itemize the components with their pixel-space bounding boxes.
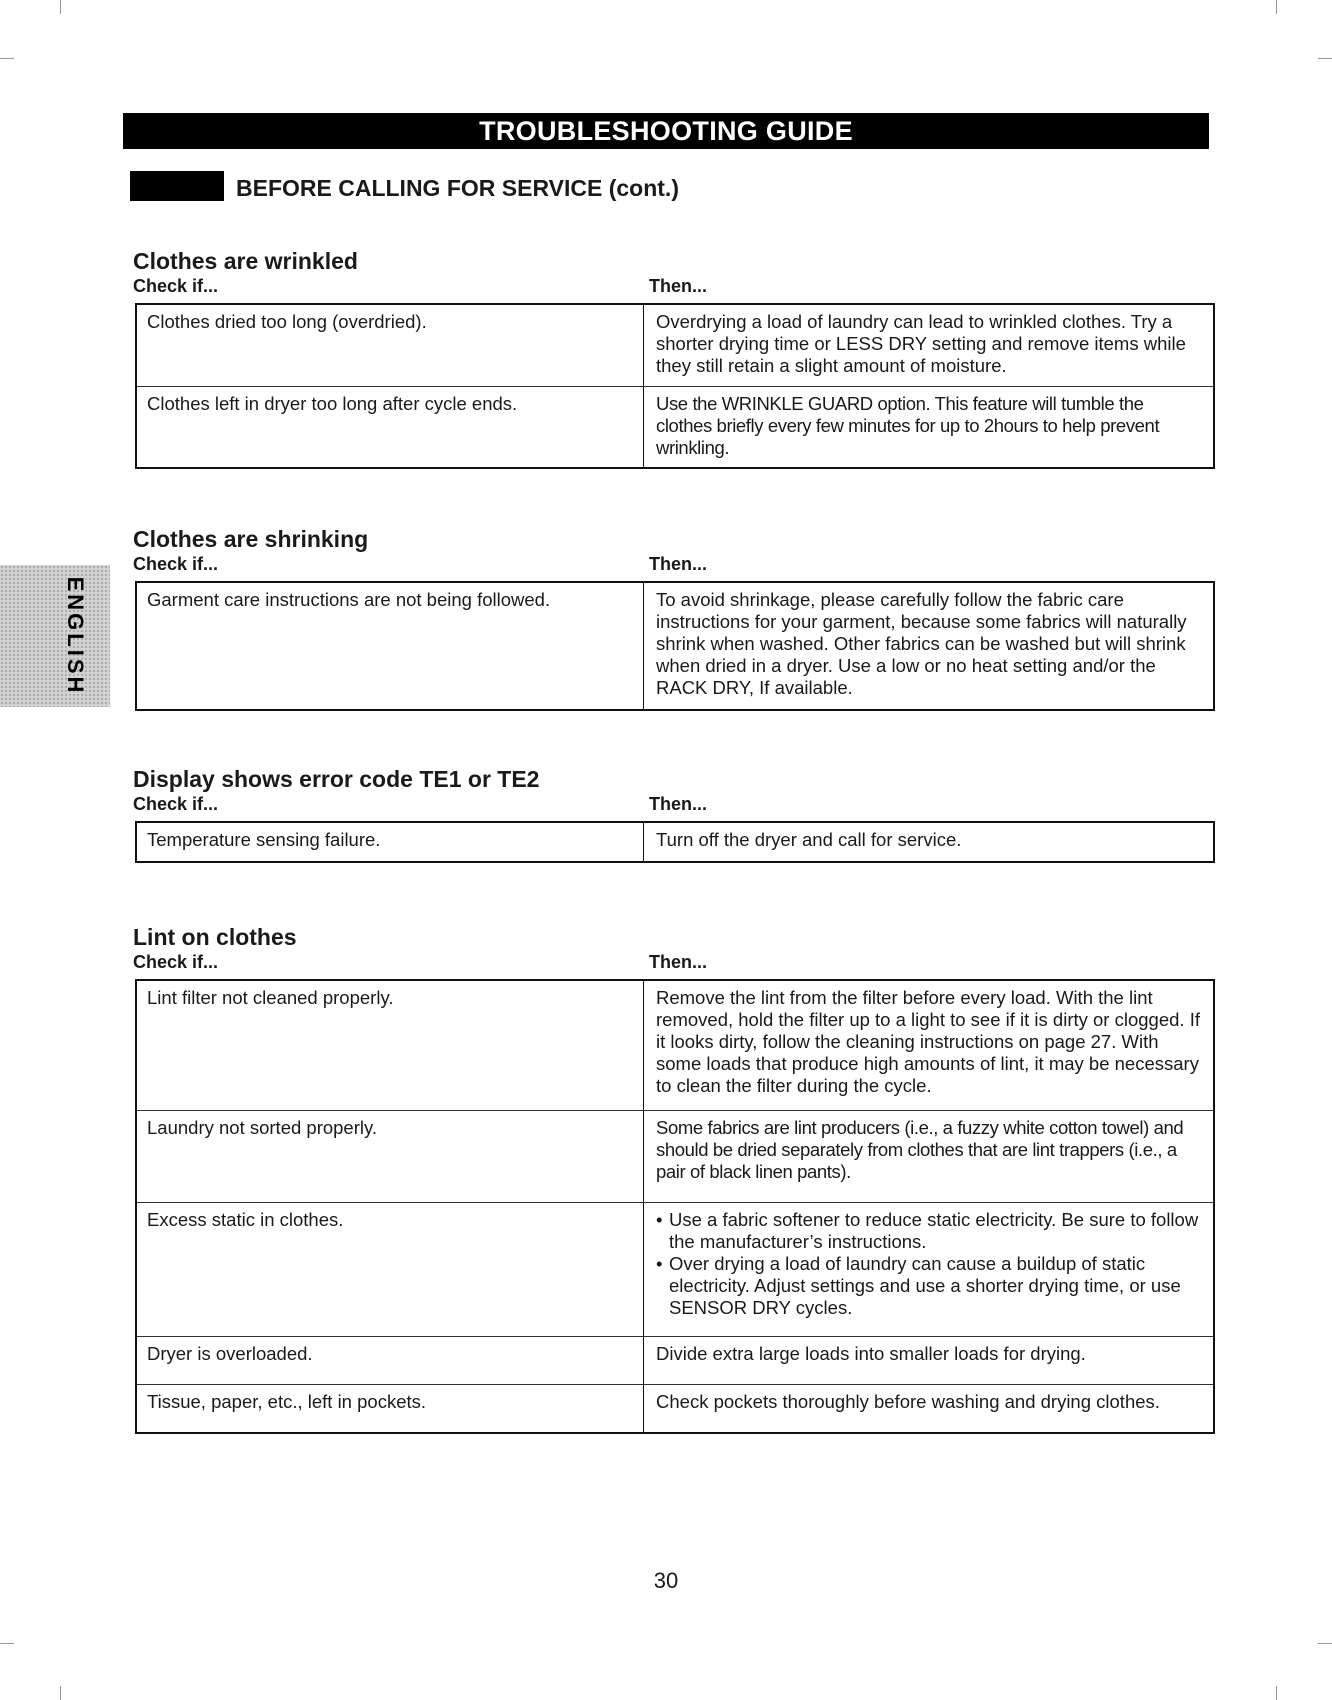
- table-row: [136, 304, 1214, 386]
- page-number: 30: [653, 1568, 679, 1593]
- section-marker: [130, 171, 224, 201]
- crop-mark: [0, 58, 14, 59]
- column-headers: [133, 951, 1215, 975]
- check-header: Check if...: [133, 952, 219, 972]
- section-error-code: [133, 765, 1215, 863]
- list-item: • Use a fabric softener to reduce static electricity. Be sure to follow the manufacturer’s instructions.: [656, 1209, 1203, 1253]
- column-headers: [133, 275, 1215, 299]
- then-cell: Overdrying a load of laundry can lead to wrinkled clothes. Try a shorter drying time or LESS DRY setting and remove items while they still retain a slight amount of moisture.: [644, 304, 1215, 386]
- check-header: Check if...: [133, 554, 219, 574]
- check-cell: Laundry not sorted properly.: [136, 1110, 644, 1202]
- then-header: Then...: [649, 554, 707, 574]
- check-cell: Tissue, paper, etc., left in pockets.: [136, 1384, 644, 1433]
- then-cell: Divide extra large loads into smaller loads for drying.: [644, 1336, 1215, 1384]
- section-heading: BEFORE CALLING FOR SERVICE (cont.): [236, 175, 679, 201]
- table-row: [136, 1384, 1214, 1433]
- language-tab: [0, 565, 110, 707]
- check-cell: Temperature sensing failure.: [136, 822, 644, 862]
- language-tab-label: ENGLISH: [63, 576, 88, 696]
- section-title: Lint on clothes: [133, 924, 297, 950]
- crop-mark: [1276, 1686, 1277, 1700]
- table-row: [136, 582, 1214, 710]
- check-cell: Excess static in clothes.: [136, 1202, 644, 1336]
- section-title: Clothes are shrinking: [133, 526, 369, 552]
- check-cell: Dryer is overloaded.: [136, 1336, 644, 1384]
- section-title: Clothes are wrinkled: [133, 248, 358, 274]
- check-header: Check if...: [133, 794, 219, 814]
- section-shrinking: [133, 525, 1215, 711]
- check-cell: Garment care instructions are not being followed.: [136, 582, 644, 710]
- then-cell: To avoid shrinkage, please carefully follow the fabric care instructions for your garment, because some fabrics will naturally shrink when washed. Other fabrics can be washed but will shrink when dried in a dryer. Use a low or no heat setting and/or the RACK DRY, If available.: [644, 582, 1215, 710]
- table-row: [136, 1110, 1214, 1202]
- check-cell: Clothes left in dryer too long after cycle ends.: [136, 386, 644, 468]
- then-cell: Check pockets thoroughly before washing and drying clothes.: [644, 1384, 1215, 1433]
- section-title: Display shows error code TE1 or TE2: [133, 766, 540, 792]
- then-cell: Use the WRINKLE GUARD option. This feature will tumble the clothes briefly every few minutes for up to 2hours to help prevent wrinkling.: [644, 386, 1215, 468]
- crop-mark: [60, 1686, 61, 1700]
- then-cell: [644, 1202, 1215, 1336]
- then-header: Then...: [649, 952, 707, 972]
- crop-mark: [60, 0, 61, 14]
- column-headers: [133, 553, 1215, 577]
- crop-mark: [1318, 1643, 1332, 1644]
- table-row: [136, 980, 1214, 1110]
- table-row: [136, 386, 1214, 468]
- check-cell: Clothes dried too long (overdried).: [136, 304, 644, 386]
- section-lint: [133, 923, 1215, 1434]
- troubleshooting-table: [135, 581, 1215, 711]
- then-cell: Some fabrics are lint producers (i.e., a fuzzy white cotton towel) and should be dried separately from clothes that are lint trappers (i.e., a pair of black linen pants).: [644, 1110, 1215, 1202]
- crop-mark: [0, 1643, 14, 1644]
- troubleshooting-table: [135, 821, 1215, 863]
- table-row: [136, 1336, 1214, 1384]
- check-header: Check if...: [133, 276, 219, 296]
- troubleshooting-table: [135, 303, 1215, 469]
- table-row: [136, 822, 1214, 862]
- then-cell: Turn off the dryer and call for service.: [644, 822, 1215, 862]
- column-headers: [133, 793, 1215, 817]
- crop-mark: [1276, 0, 1277, 14]
- page-title: TROUBLESHOOTING GUIDE: [123, 113, 1209, 149]
- crop-mark: [1318, 58, 1332, 59]
- then-cell: Remove the lint from the filter before every load. With the lint removed, hold the filter up to a light to see if it is dirty or clogged. If it looks dirty, follow the cleaning instructions on page 27. With some loads that produce high amounts of lint, it may be necessary to clean the filter during the cycle.: [644, 980, 1215, 1110]
- list-item: • Over drying a load of laundry can cause a buildup of static electricity. Adjust settings and use a shorter drying time, or use SENSOR DRY cycles.: [656, 1253, 1203, 1319]
- then-header: Then...: [649, 276, 707, 296]
- check-cell: Lint filter not cleaned properly.: [136, 980, 644, 1110]
- then-header: Then...: [649, 794, 707, 814]
- troubleshooting-table: [135, 979, 1215, 1434]
- section-wrinkled: [133, 247, 1215, 469]
- table-row: [136, 1202, 1214, 1336]
- bullet-list: [656, 1209, 1203, 1319]
